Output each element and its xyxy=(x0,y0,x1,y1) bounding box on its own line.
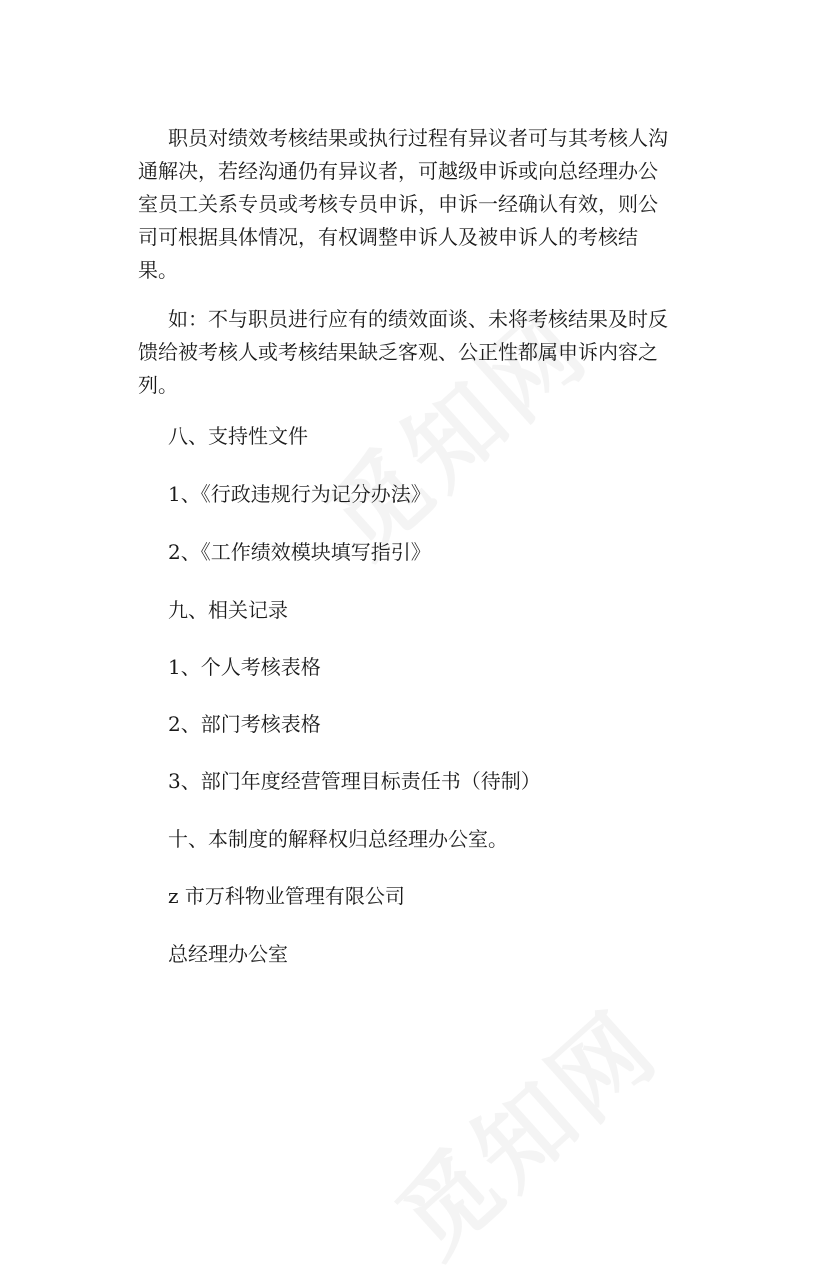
department-name: 总经理办公室 xyxy=(168,942,288,966)
related-record-item: 1、个人考核表格 xyxy=(168,655,321,679)
section-heading-supporting-documents: 八、支持性文件 xyxy=(168,424,308,448)
watermark xyxy=(363,975,682,1282)
supporting-document-item: 1、《行政违规行为记分办法》 xyxy=(168,482,431,506)
supporting-document-item: 2、《工作绩效模块填写指引》 xyxy=(168,540,431,564)
section-interpretation-clause: 十、本制度的解释权归总经理办公室。 xyxy=(168,827,508,851)
company-name: z 市万科物业管理有限公司 xyxy=(168,884,405,908)
appeal-example-paragraph: 如：不与职员进行应有的绩效面谈、未将考核结果及时反馈给被考核人或考核结果缺乏客观、公正性都属申诉内容之列。 xyxy=(138,307,668,397)
section-heading-related-records: 九、相关记录 xyxy=(168,598,288,622)
related-record-item: 2、部门考核表格 xyxy=(168,712,321,736)
related-record-item: 3、部门年度经营管理目标责任书（待制） xyxy=(168,769,541,793)
appeal-paragraph: 职员对绩效考核结果或执行过程有异议者可与其考核人沟通解决，若经沟通仍有异议者，可越级申诉或向总经理办公室员工关系专员或考核专员申诉，申诉一经确认有效，则公司可根据具体情况，有权调整申诉人及被申诉人的考核结果。 xyxy=(138,126,668,282)
